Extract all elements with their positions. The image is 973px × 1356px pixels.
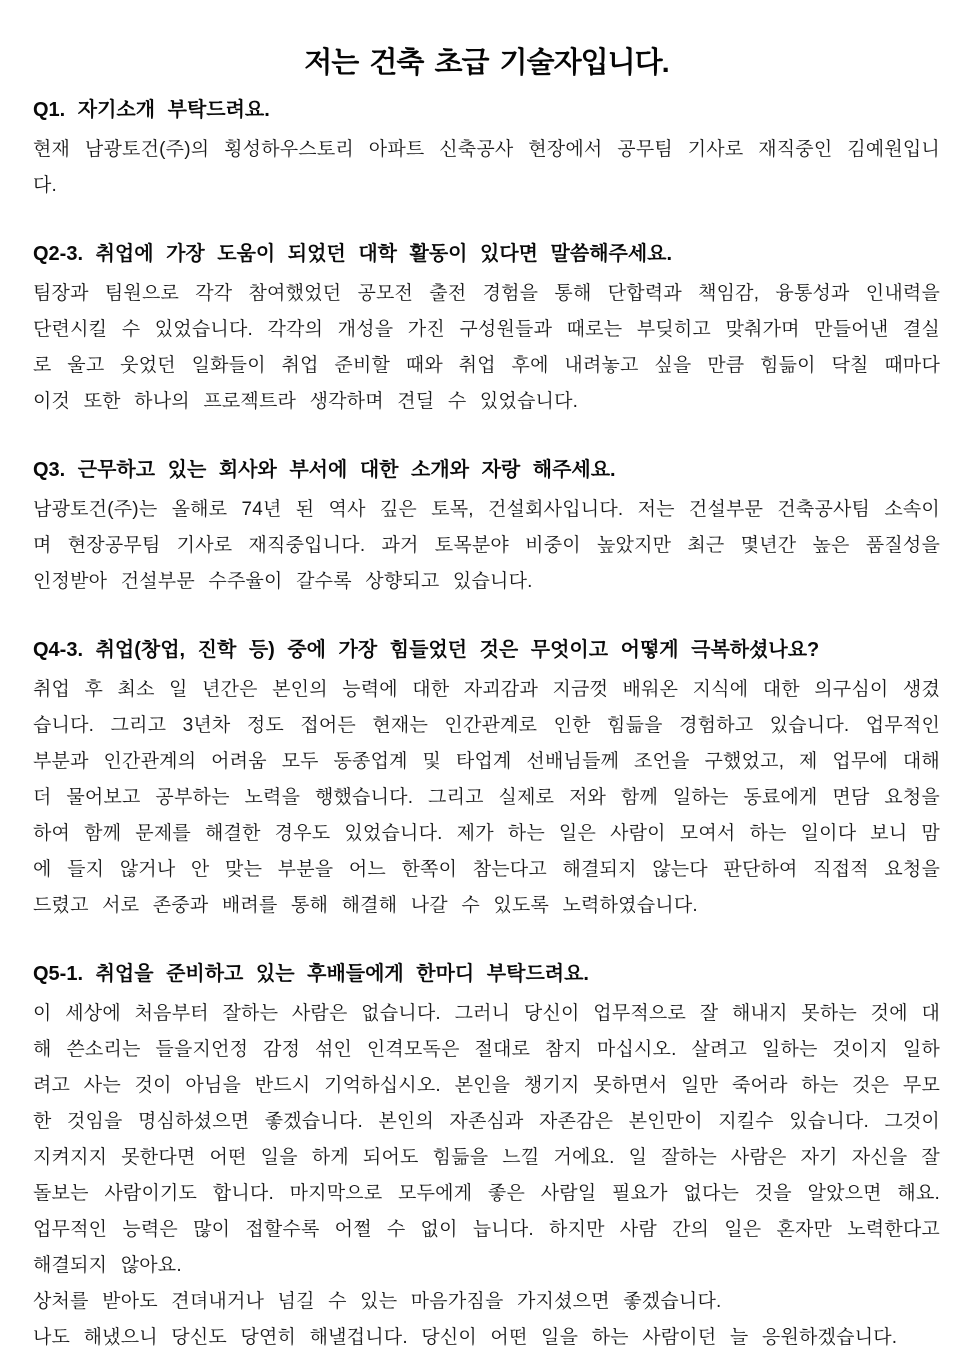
answer-paragraph: 현재 남광토건(주)의 횡성하우스토리 아파트 신축공사 현장에서 공무팀 기사로 재직중인 김예원입니다. [33, 139, 940, 196]
qa-section-q1 [33, 97, 940, 204]
page-title: 저는 건축 초급 기술자입니다. [304, 47, 669, 79]
answer-paragraph: 팀장과 팀원으로 각각 참여했었던 공모전 출전 경험을 통해 단합력과 책임감, 융통성과 인내력을 단련시킬 수 있었습니다. 각각의 개성을 가진 구성원들과 때로는 부딪히고 맞춰가며 만들어낸 결실로 울고 웃었던 일화들이 취업 준비할 때와 취업 후에 내려놓고 싶을 만큼 힘듦이 닥칠 때마다 이것 또한 하나의 프로젝트라 생각하며 견딜 수 있었습니다. [33, 283, 940, 412]
answer-paragraph: 이 세상에 처음부터 잘하는 사람은 없습니다. 그러니 당신이 업무적으로 잘 해내지 못하는 것에 대해 쓴소리는 들을지언정 감정 섞인 인격모독은 절대로 참지 마십시오. 살려고 일하는 것이지 일하려고 사는 것이 아님을 반드시 기억하십시오. 본인을 챙기지 못하면서 일만 죽어라 하는 것은 무모한 것임을 명심하셨으면 좋겠습니다. 본인의 자존심과 자존감은 본인만이 지킬수 있습니다. 그것이 지켜지지 못한다면 어떤 일을 하게 되어도 힘듦을 느낄 거에요. 일 잘하는 사람은 자기 자신을 잘 돌보는 사람이기도 합니다. 마지막으로 모두에게 좋은 사람일 필요가 없다는 것을 알았으면 해요. 업무적인 능력은 많이 접할수록 어쩔 수 없이 늡니다. 하지만 사람 간의 일은 혼자만 노력한다고 해결되지 않아요. [33, 1003, 940, 1276]
qa-section-q4-3 [33, 637, 940, 924]
question-q3: Q3. 근무하고 있는 회사와 부서에 대한 소개와 자랑 해주세요. [33, 459, 616, 481]
question-q4-3: Q4-3. 취업(창업, 진학 등) 중에 가장 힘들었던 것은 무엇이고 어떻게 극복하셨나요? [33, 639, 820, 661]
question-q2-3: Q2-3. 취업에 가장 도움이 되었던 대학 활동이 있다면 말씀해주세요. [33, 243, 673, 265]
answer-paragraph: 취업 후 최소 일 년간은 본인의 능력에 대한 자괴감과 지금껏 배워온 지식에 대한 의구심이 생겼습니다. 그리고 3년차 정도 접어든 현재는 인간관계로 인한 힘듦을 경험하고 있습니다. 업무적인 부분과 인간관계의 어려움 모두 동종업계 및 타업계 선배님들께 조언을 구했었고, 제 업무에 대해 더 물어보고 공부하는 노력을 행했습니다. 그리고 실제로 저와 함께 일하는 동료에게 면담 요청을 하여 함께 문제를 해결한 경우도 있었습니다. 제가 하는 일은 사람이 모여서 하는 일이다 보니 맘에 들지 않거나 안 맞는 부분을 어느 한쪽이 참는다고 해결되지 않는다 판단하여 직접적 요청을 드렸고 서로 존중과 배려를 통해 해결해 나갈 수 있도록 노력하였습니다. [33, 679, 940, 916]
answer-paragraph: 상처를 받아도 견뎌내거나 넘길 수 있는 마음가짐을 가지셨으면 좋겠습니다. [33, 1291, 722, 1312]
qa-section-q3 [33, 457, 940, 600]
qa-section-q5-1 [33, 961, 940, 1356]
answer-paragraph: 남광토건(주)는 올해로 74년 된 역사 깊은 토목, 건설회사입니다. 저는 건설부문 건축공사팀 소속이며 현장공무팀 기사로 재직중입니다. 과거 토목분야 비중이 높았지만 최근 몇년간 높은 품질성을 인정받아 건설부문 수주율이 갈수록 상향되고 있습니다. [33, 499, 940, 592]
question-q1: Q1. 자기소개 부탁드려요. [33, 99, 270, 121]
qa-section-q2-3 [33, 241, 940, 420]
question-q5-1: Q5-1. 취업을 준비하고 있는 후배들에게 한마디 부탁드려요. [33, 963, 589, 985]
answer-paragraph: 나도 해냈으니 당신도 당연히 해낼겁니다. 당신이 어떤 일을 하는 사람이던 늘 응원하겠습니다. [33, 1327, 898, 1348]
